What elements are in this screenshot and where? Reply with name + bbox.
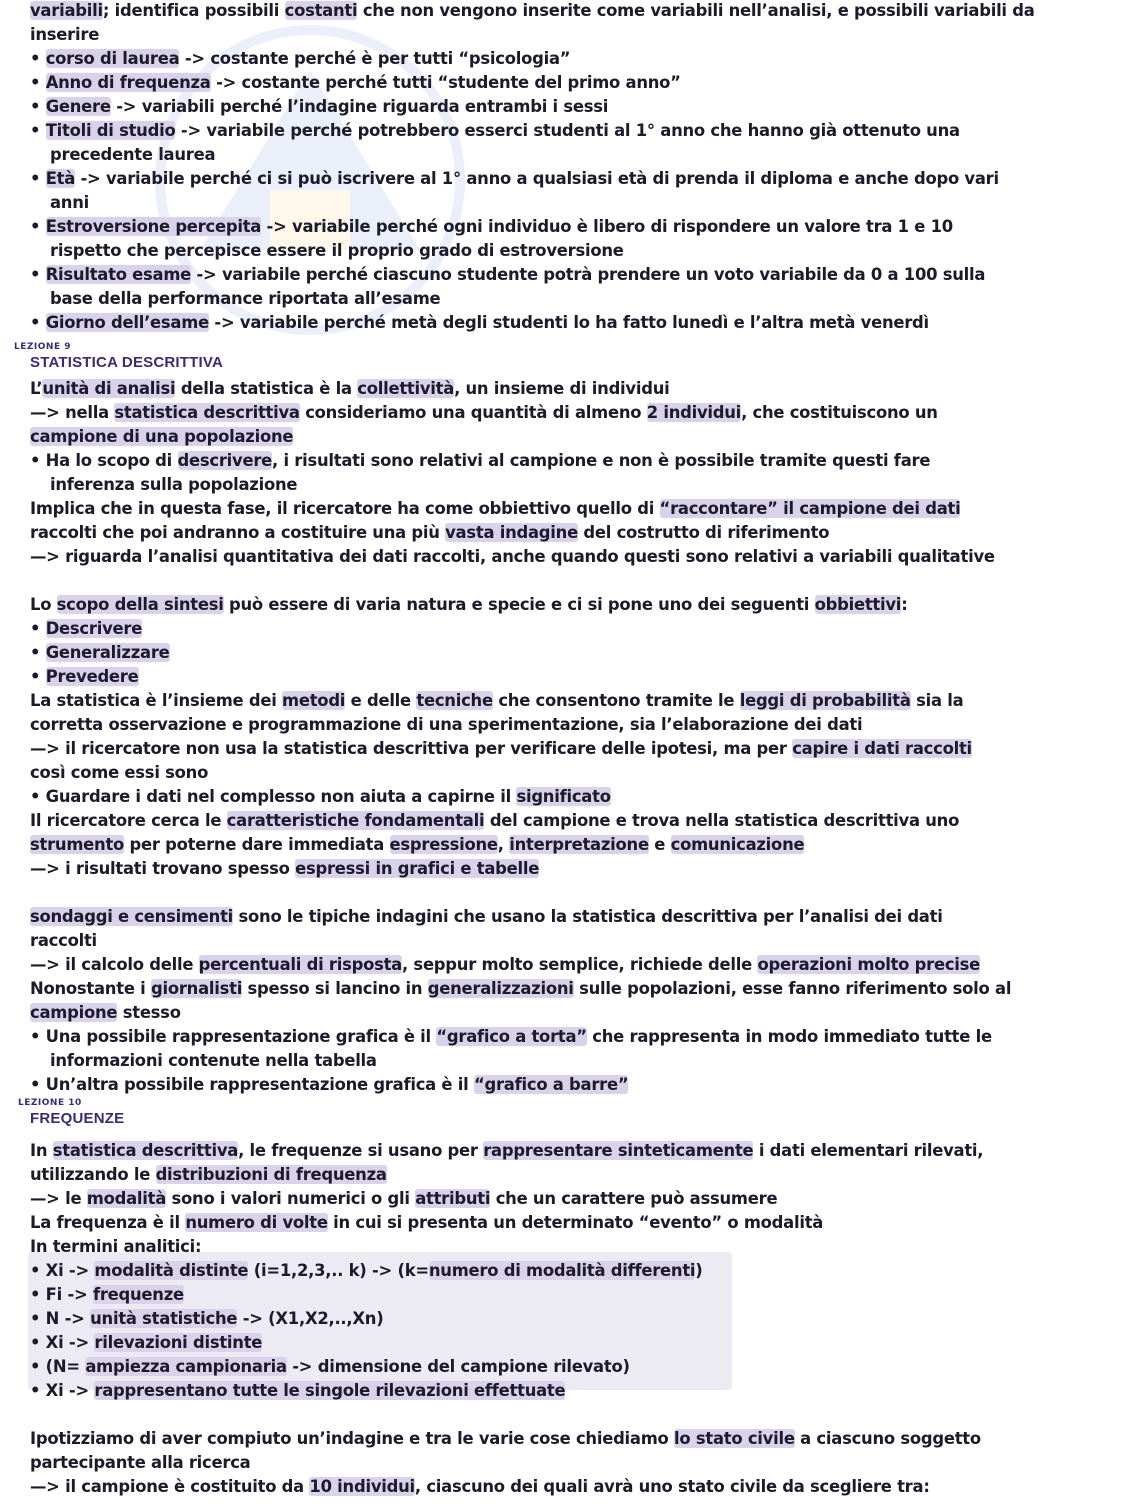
text-segment: inferenza sulla popolazione	[50, 475, 298, 494]
text-segment: raccolti	[30, 931, 97, 950]
text-line	[30, 120, 960, 142]
highlighted-text: costanti	[284, 1, 358, 20]
text-line	[30, 216, 953, 238]
text-segment: •	[30, 73, 46, 92]
text-line	[30, 954, 980, 976]
text-line	[30, 522, 829, 544]
text-line	[30, 1140, 983, 1162]
text-line	[30, 264, 985, 286]
text-line	[30, 1356, 630, 1378]
text-segment: •	[30, 619, 46, 638]
text-segment: , ciascuno dei quali avrà uno stato civile da scegliere tra:	[414, 1477, 930, 1496]
highlighted-text: Descrivere	[45, 619, 143, 638]
text-segment: • Un’altra possibile rappresentazione grafica è il	[30, 1075, 474, 1094]
text-segment: Il ricercatore cerca le	[30, 811, 227, 830]
text-segment: -> (X1,X2,..,Xn)	[237, 1309, 384, 1328]
text-segment: Lo	[30, 595, 57, 614]
text-line	[30, 978, 1011, 1000]
text-segment: -> variabile perché ci si può iscrivere al 1° anno a qualsiasi età di prenda il diploma e anche dopo vari	[75, 169, 999, 188]
text-segment: così come essi sono	[30, 763, 209, 782]
text-segment: •	[30, 217, 46, 236]
text-segment: partecipante alla ricerca	[30, 1453, 251, 1472]
text-segment: • N ->	[30, 1309, 91, 1328]
highlighted-text: generalizzazioni	[427, 979, 574, 998]
text-segment: •	[30, 49, 46, 68]
text-segment: • Guardare i dati nel complesso non aiuta a capirne il	[30, 787, 517, 806]
highlighted-text: lo stato civile	[674, 1429, 795, 1448]
lesson-label: LEZIONE 10	[18, 1098, 82, 1108]
text-segment: Implica che in questa fase, il ricercatore ha come obbiettivo quello di	[30, 499, 660, 518]
highlighted-text: Giorno dell’esame	[45, 313, 209, 332]
highlighted-text: unità di analisi	[42, 379, 176, 398]
text-line	[30, 1236, 201, 1258]
highlighted-text: sondaggi e censimenti	[30, 907, 234, 926]
highlighted-text: collettività	[357, 379, 455, 398]
section-heading: STATISTICA DESCRITTIVA	[30, 354, 224, 371]
text-segment: sono i valori numerici o gli	[166, 1189, 416, 1208]
highlighted-text: variabili	[30, 1, 103, 20]
text-segment: -> variabile perché ogni individuo è libero di rispondere un valore tra 1 e 10	[261, 217, 953, 236]
text-segment: Ipotizziamo di aver compiuto un’indagine e tra le varie cose chiediamo	[30, 1429, 675, 1448]
lesson-label: LEZIONE 9	[14, 342, 71, 352]
text-segment: , i risultati sono relativi al campione e non è possibile tramite questi fare	[272, 451, 931, 470]
text-line	[50, 192, 89, 214]
text-line	[30, 426, 293, 448]
text-segment: raccolti che poi andranno a costituire una più	[30, 523, 446, 542]
highlighted-text: numero di modalità differenti	[428, 1261, 696, 1280]
text-segment: sono le tipiche indagini che usano la statistica descrittiva per l’analisi dei dati	[233, 907, 943, 926]
text-line	[30, 1428, 981, 1450]
highlighted-text: percentuali di risposta	[198, 955, 402, 974]
text-segment: • (N=	[30, 1357, 86, 1376]
text-line	[30, 930, 97, 952]
text-line	[30, 738, 972, 760]
text-segment: e delle	[345, 691, 417, 710]
text-segment: , le frequenze si usano per	[238, 1141, 484, 1160]
highlighted-text: significato	[516, 787, 611, 806]
text-segment: per poterne dare immediata	[124, 835, 390, 854]
text-segment: • Fi ->	[30, 1285, 93, 1304]
text-segment: • Ha lo scopo di	[30, 451, 178, 470]
text-line	[30, 1260, 703, 1282]
text-segment: corretta osservazione e programmazione di una sperimentazione, sia l’elaborazione dei dati	[30, 715, 863, 734]
text-segment: )	[695, 1261, 703, 1280]
text-line	[50, 240, 624, 262]
text-segment: può essere di varia natura e specie e ci si pone uno dei seguenti	[223, 595, 815, 614]
highlighted-text: metodi	[282, 691, 346, 710]
text-segment: in cui si presenta un determinato “evento” o modalità	[327, 1213, 824, 1232]
text-line	[30, 1452, 251, 1474]
highlighted-text: statistica descrittiva	[114, 403, 300, 422]
text-segment: consideriamo una quantità di almeno	[299, 403, 647, 422]
text-segment: -> variabile perché ciascuno studente potrà prendere un voto variabile da 0 a 100 sulla	[191, 265, 986, 284]
highlighted-text: giornalisti	[150, 979, 243, 998]
highlighted-text: Genere	[45, 97, 111, 116]
highlighted-text: modalità distinte	[94, 1261, 249, 1280]
text-segment: •	[30, 121, 46, 140]
text-segment: del campione e trova nella statistica descrittiva uno	[484, 811, 960, 830]
text-line	[30, 906, 943, 928]
text-segment: La frequenza è il	[30, 1213, 186, 1232]
text-segment: (i=1,2,3,.. k) -> (k=	[248, 1261, 429, 1280]
text-segment: —> il campione è costituito da	[30, 1477, 310, 1496]
text-segment: •	[30, 643, 46, 662]
highlighted-text: interpretazione	[509, 835, 649, 854]
text-segment: —> i risultati trovano spesso	[30, 859, 296, 878]
text-segment: -> dimensione del campione rilevato)	[286, 1357, 630, 1376]
highlighted-text: Prevedere	[45, 667, 139, 686]
text-line	[30, 1332, 262, 1354]
text-segment: ,	[497, 835, 510, 854]
text-line	[30, 1476, 930, 1498]
text-line	[30, 1284, 184, 1306]
highlighted-text: statistica descrittiva	[52, 1141, 239, 1160]
text-line	[30, 858, 539, 880]
text-segment: •	[30, 667, 46, 686]
text-segment: che non vengono inserite come variabili nell’analisi, e possibili variabili da	[357, 1, 1035, 20]
text-segment: La statistica è l’insieme dei	[30, 691, 283, 710]
text-segment: :	[901, 595, 908, 614]
highlighted-text: Risultato esame	[45, 265, 192, 284]
text-segment: In	[30, 1141, 53, 1160]
text-segment: che un carattere può assumere	[490, 1189, 778, 1208]
text-line	[30, 1002, 181, 1024]
highlighted-text: espressi in grafici e tabelle	[295, 859, 540, 878]
text-line	[30, 1380, 565, 1402]
text-line	[30, 690, 963, 712]
text-segment: rispetto che percepisce essere il proprio grado di estroversione	[50, 241, 624, 260]
text-segment: inserire	[30, 25, 100, 44]
text-line	[30, 810, 959, 832]
text-line	[30, 1164, 387, 1186]
text-line	[30, 642, 170, 664]
highlighted-text: descrivere	[177, 451, 273, 470]
text-segment: •	[30, 265, 46, 284]
text-line	[30, 714, 862, 736]
text-segment: ; identifica possibili	[102, 1, 285, 20]
highlighted-text: 10 individui	[309, 1477, 415, 1496]
text-line	[30, 1188, 777, 1210]
highlighted-text: operazioni molto precise	[757, 955, 981, 974]
text-line	[30, 72, 681, 94]
highlighted-text: numero di volte	[185, 1213, 328, 1232]
text-line	[30, 786, 611, 808]
text-segment: Nonostante i	[30, 979, 151, 998]
highlighted-text: frequenze	[92, 1285, 184, 1304]
text-line	[30, 0, 1035, 22]
highlighted-text: campione di una popolazione	[30, 427, 294, 446]
highlighted-text: Anno di frequenza	[45, 73, 211, 92]
highlighted-text: rappresentano tutte le singole rilevazioni effettuate	[94, 1381, 566, 1400]
text-line	[30, 378, 670, 400]
text-line	[30, 498, 960, 520]
highlighted-text: campione	[30, 1003, 118, 1022]
text-segment: stesso	[117, 1003, 181, 1022]
text-line	[30, 834, 804, 856]
text-segment: , che costituiscono un	[741, 403, 938, 422]
text-line	[30, 96, 608, 118]
highlighted-text: tecniche	[416, 691, 493, 710]
highlighted-text: Estroversione percepita	[45, 217, 262, 236]
highlighted-text: capire i dati raccolti	[792, 739, 972, 758]
text-line	[30, 24, 99, 46]
highlighted-text: rappresentare sinteticamente	[483, 1141, 754, 1160]
highlighted-text: espressione	[389, 835, 498, 854]
text-segment: sulle popolazioni, esse fanno riferimento solo al	[573, 979, 1012, 998]
highlighted-text: “grafico a barre”	[473, 1075, 629, 1094]
text-segment: , seppur molto semplice, richiede delle	[402, 955, 758, 974]
text-line	[50, 288, 440, 310]
text-line	[30, 1074, 628, 1096]
highlighted-text: distribuzioni di frequenza	[155, 1165, 387, 1184]
text-segment: -> variabile perché potrebbero esserci studenti al 1° anno che hanno già ottenuto una	[175, 121, 960, 140]
text-line	[30, 666, 139, 688]
text-segment: L’	[30, 379, 43, 398]
text-segment: • Xi ->	[30, 1261, 95, 1280]
highlighted-text: caratteristiche fondamentali	[226, 811, 485, 830]
text-line	[50, 144, 215, 166]
text-segment: -> variabile perché metà degli studenti lo ha fatto lunedì e l’altra metà venerdì	[208, 313, 929, 332]
text-segment: —> riguarda l’analisi quantitativa dei dati raccolti, anche quando questi sono relativi a variabili qualitative	[30, 547, 995, 566]
text-segment: che consentono tramite le	[492, 691, 740, 710]
text-segment: , un insieme di individui	[454, 379, 670, 398]
highlighted-text: rilevazioni distinte	[94, 1333, 263, 1352]
highlighted-text: corso di laurea	[45, 49, 180, 68]
text-line	[30, 546, 995, 568]
text-segment: informazioni contenute nella tabella	[50, 1051, 377, 1070]
text-line	[30, 594, 908, 616]
text-segment: •	[30, 169, 46, 188]
text-segment: i dati elementari rilevati,	[753, 1141, 984, 1160]
text-segment: del costrutto di riferimento	[577, 523, 830, 542]
text-segment: e	[648, 835, 671, 854]
text-line	[30, 762, 208, 784]
text-segment: sia la	[910, 691, 964, 710]
highlighted-text: obbiettivi	[814, 595, 902, 614]
text-line	[30, 450, 930, 472]
text-segment: a ciascuno soggetto	[794, 1429, 981, 1448]
text-segment: utilizzando le	[30, 1165, 156, 1184]
text-segment: —> nella	[30, 403, 115, 422]
highlighted-text: Titoli di studio	[45, 121, 176, 140]
text-line	[30, 1026, 992, 1048]
text-line	[30, 618, 142, 640]
text-segment: •	[30, 313, 46, 332]
text-line	[30, 312, 929, 334]
text-segment: base della performance riportata all’esame	[50, 289, 441, 308]
text-line	[30, 402, 938, 424]
text-segment: —> il calcolo delle	[30, 955, 199, 974]
text-segment: • Xi ->	[30, 1333, 95, 1352]
highlighted-text: modalità	[86, 1189, 167, 1208]
text-segment: In termini analitici:	[30, 1237, 202, 1256]
text-segment: che rappresenta in modo immediato tutte le	[586, 1027, 992, 1046]
text-segment: —> le	[30, 1189, 87, 1208]
highlighted-text: 2 individui	[646, 403, 742, 422]
text-line	[30, 1308, 383, 1330]
text-line	[50, 1050, 377, 1072]
highlighted-text: comunicazione	[670, 835, 805, 854]
text-segment: —> il ricercatore non usa la statistica descrittiva per verificare delle ipotesi, ma per	[30, 739, 793, 758]
text-segment: precedente laurea	[50, 145, 216, 164]
text-segment: • Xi ->	[30, 1381, 95, 1400]
highlighted-text: leggi di probabilità	[739, 691, 911, 710]
highlighted-text: “raccontare” il campione dei dati	[659, 499, 961, 518]
text-line	[50, 474, 297, 496]
section-heading: FREQUENZE	[30, 1110, 125, 1127]
text-segment: -> variabili perché l’indagine riguarda entrambi i sessi	[110, 97, 609, 116]
text-line	[30, 168, 999, 190]
highlighted-text: “grafico a torta”	[436, 1027, 587, 1046]
highlighted-text: unità statistiche	[90, 1309, 238, 1328]
text-line	[30, 1212, 823, 1234]
highlighted-text: strumento	[30, 835, 125, 854]
text-segment: della statistica è la	[175, 379, 358, 398]
highlighted-text: Età	[45, 169, 76, 188]
text-segment: -> costante perché è per tutti “psicologia”	[179, 49, 571, 68]
highlighted-text: scopo della sintesi	[56, 595, 224, 614]
text-segment: anni	[50, 193, 90, 212]
highlighted-text: vasta indagine	[445, 523, 578, 542]
highlighted-text: Generalizzare	[45, 643, 170, 662]
text-segment: •	[30, 97, 46, 116]
highlighted-text: ampiezza campionaria	[85, 1357, 287, 1376]
text-line	[30, 48, 570, 70]
text-segment: spesso si lancino in	[242, 979, 428, 998]
highlighted-text: attributi	[415, 1189, 491, 1208]
text-segment: • Una possibile rappresentazione grafica è il	[30, 1027, 437, 1046]
text-segment: -> costante perché tutti “studente del primo anno”	[210, 73, 681, 92]
